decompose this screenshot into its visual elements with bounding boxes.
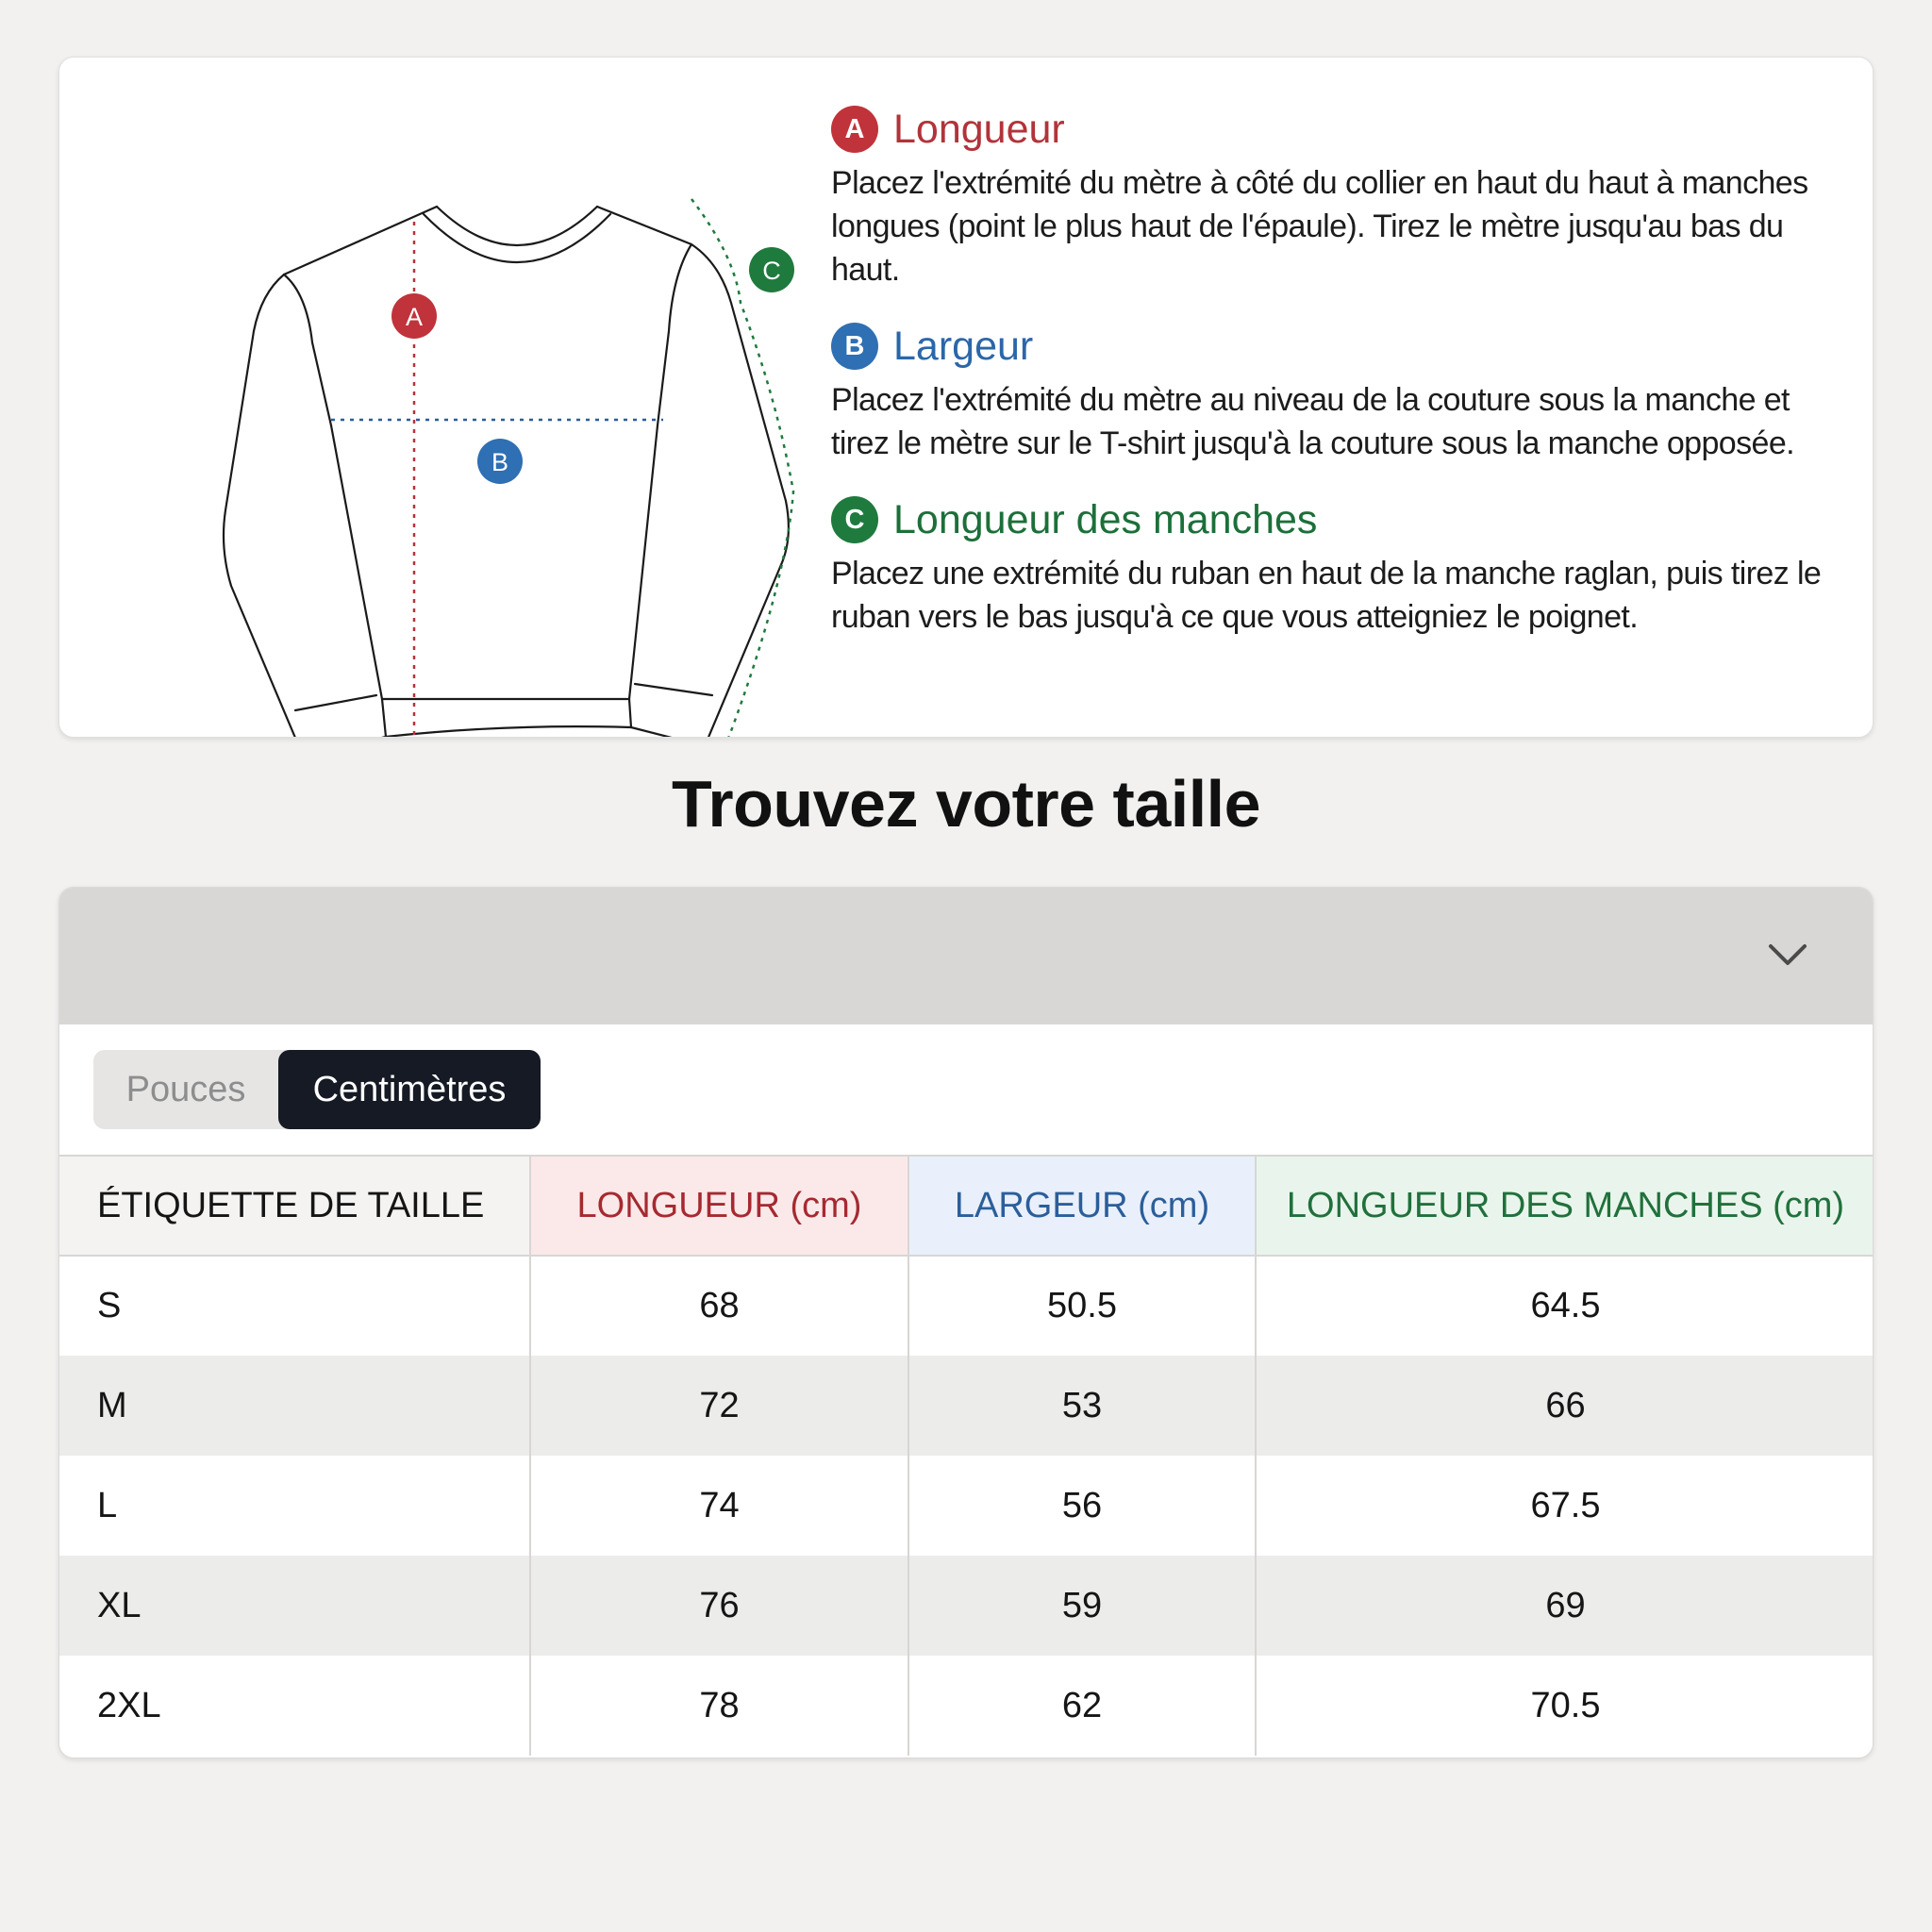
marker-a	[391, 293, 437, 339]
svg-text:A: A	[405, 303, 424, 331]
measurement-guide-card	[58, 57, 1874, 738]
cell-length: 76	[530, 1556, 908, 1656]
page-title: Trouvez votre taille	[671, 767, 1261, 841]
guide-width	[831, 320, 1850, 465]
cell-width: 62	[908, 1656, 1256, 1756]
table-row	[59, 1456, 1874, 1556]
badge-b: B	[831, 323, 878, 370]
cell-sleeve-length: 69	[1256, 1556, 1874, 1656]
cell-sleeve-length: 64.5	[1256, 1256, 1874, 1356]
header-length: LONGUEUR (cm)	[530, 1156, 908, 1256]
size-chart-accordion-header[interactable]	[59, 888, 1873, 1024]
size-chart-panel	[58, 887, 1874, 1758]
sweatshirt-diagram	[163, 95, 852, 737]
chevron-down-icon[interactable]	[1759, 927, 1816, 984]
svg-text:B: B	[491, 448, 509, 476]
cell-length: 72	[530, 1356, 908, 1456]
guide-text-length: Placez l'extrémité du mètre à côté du collier en haut du haut à manches longues (point le plus haut de l'épaule). Tirez le mètre jusqu'au bas du haut.	[831, 165, 1808, 288]
cell-size: M	[59, 1356, 530, 1456]
guide-title-length: Longueur	[893, 106, 1065, 152]
cell-length: 78	[530, 1656, 908, 1756]
table-row	[59, 1356, 1874, 1456]
unit-option-centimeters[interactable]: Centimètres	[278, 1050, 541, 1129]
marker-c	[749, 247, 794, 292]
unit-option-inches[interactable]: Pouces	[125, 1069, 246, 1109]
cell-size: XL	[59, 1556, 530, 1656]
cell-sleeve-length: 67.5	[1256, 1456, 1874, 1556]
cell-size: L	[97, 1485, 118, 1525]
cell-size: 2XL	[97, 1685, 161, 1725]
size-chart-table	[59, 1155, 1874, 1756]
cell-width: 53	[908, 1356, 1256, 1456]
guide-title-sleeve: Longueur des manches	[893, 496, 1318, 542]
guide-sleeve	[831, 493, 1850, 639]
table-header-row	[59, 1156, 1874, 1256]
unit-toggle	[93, 1050, 541, 1129]
badge-c: C	[831, 496, 878, 543]
guide-text-sleeve: Placez une extrémité du ruban en haut de la manche raglan, puis tirez le ruban vers le bas jusqu'à ce que vous atteigniez le poignet.	[831, 556, 1822, 635]
header-width: LARGEUR (cm)	[908, 1156, 1256, 1256]
cell-width: 59	[908, 1556, 1256, 1656]
marker-b	[477, 439, 523, 484]
header-size-label: ÉTIQUETTE DE TAILLE	[59, 1156, 530, 1256]
table-row	[59, 1656, 1874, 1756]
cell-width: 50.5	[908, 1256, 1256, 1356]
table-row	[59, 1556, 1874, 1656]
guide-length	[831, 103, 1850, 291]
cell-width: 56	[908, 1456, 1256, 1556]
measurement-instructions	[831, 103, 1850, 667]
badge-a: A	[831, 106, 878, 153]
guide-text-width: Placez l'extrémité du mètre au niveau de la couture sous la manche et tirez le mètre sur le T-shirt jusqu'à la couture sous la manche opposée.	[831, 382, 1794, 461]
cell-length: 74	[530, 1456, 908, 1556]
cell-sleeve-length: 70.5	[1256, 1656, 1874, 1756]
table-row	[59, 1256, 1874, 1356]
guide-title-width: Largeur	[893, 323, 1034, 369]
cell-sleeve-length: 66	[1256, 1356, 1874, 1456]
header-sleeve-length: LONGUEUR DES MANCHES (cm)	[1256, 1156, 1874, 1256]
svg-text:C: C	[762, 257, 781, 285]
cell-size: S	[97, 1286, 122, 1325]
cell-length: 68	[530, 1256, 908, 1356]
